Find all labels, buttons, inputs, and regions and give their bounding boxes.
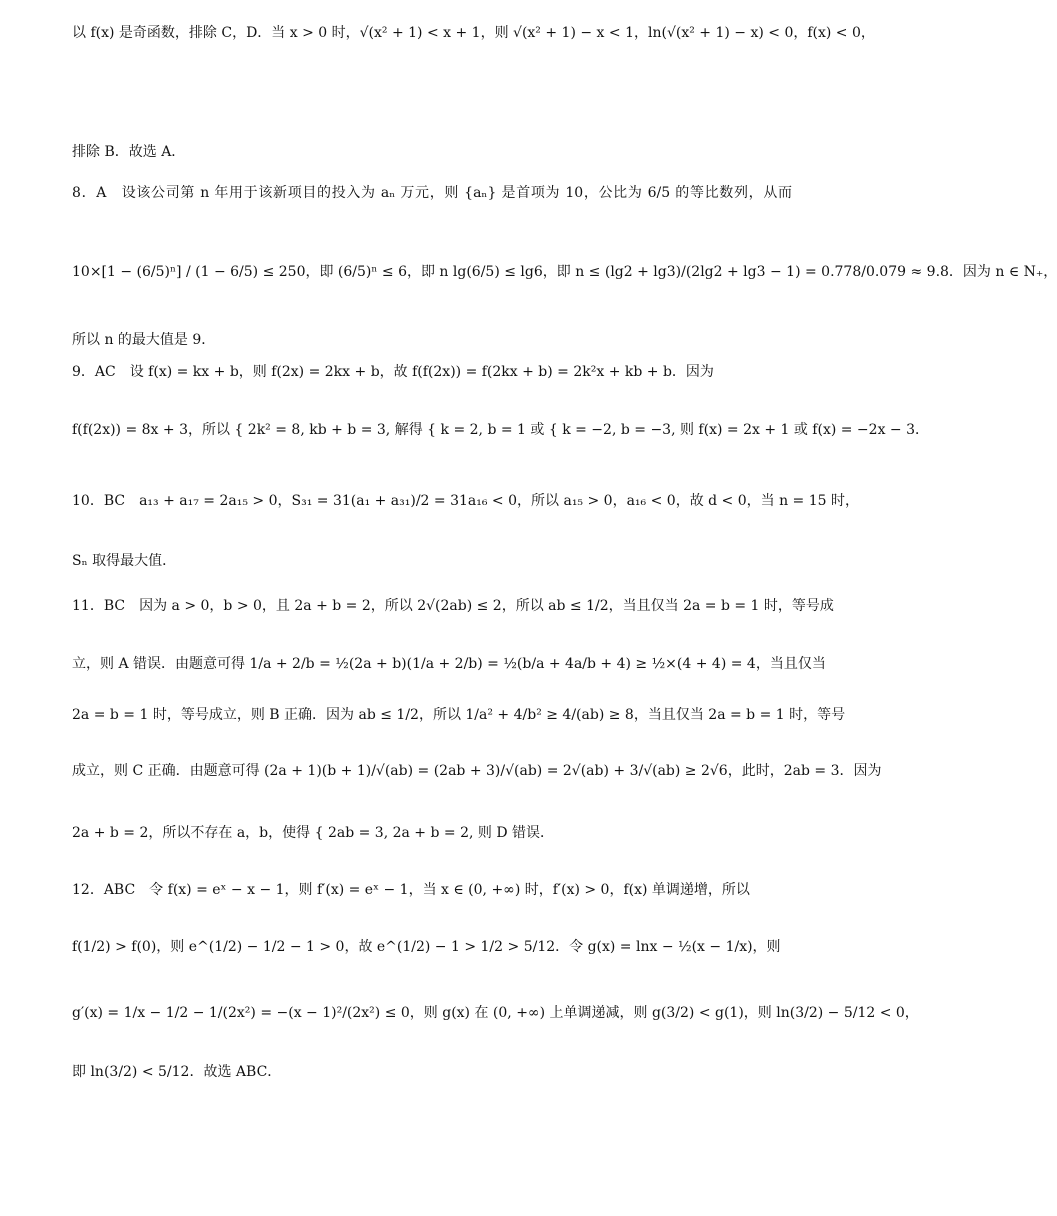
formula-line: g′(x) = 1/x − 1/2 − 1/(2x²) = −(x − 1)²/(2x²) ≤ 0，则 g(x) 在 (0, +∞) 上单调递减，则 g(3/2) < g(1)，则 ln(3/2) − 5/12 < 0， — [72, 1005, 919, 1021]
formula-line: f(f(2x)) = 8x + 3，所以 { 2k² = 8, kb + b = 3, 解得 { k = 2, b = 1 或 { k = −2, b = −3, 则 f(x) = 2x + 1 或 f(x) = −2x − 3． — [72, 422, 930, 438]
text-line: 2a + b = 2，所以不存在 a，b，使得 { 2ab = 3, 2a + b = 2, 则 D 错误． — [72, 825, 555, 841]
text-line: Sₙ 取得最大值． — [72, 553, 177, 569]
text-line: 9．AC 设 f(x) = kx + b，则 f(2x) = 2kx + b，故 f(f(2x)) = f(2kx + b) = 2k²x + kb + b．因为 — [72, 364, 714, 380]
formula-line: 10×[1 − (6/5)ⁿ] / (1 − 6/5) ≤ 250，即 (6/5)ⁿ ≤ 6，即 n lg(6/5) ≤ lg6，即 n ≤ (lg2 + lg3)/(2lg2 + lg3 − 1) = 0.778/0.079 ≈ 9.8．因为 n ∈ N₊， — [72, 264, 1057, 280]
text-line: 所以 n 的最大值是 9． — [72, 332, 216, 348]
formula-line: 成立，则 C 正确．由题意可得 (2a + 1)(b + 1)/√(ab) = (2ab + 3)/√(ab) = 2√(ab) + 3/√(ab) ≥ 2√6，此时，2ab = 3．因为 — [72, 763, 882, 779]
text-line: 10．BC a₁₃ + a₁₇ = 2a₁₅ > 0，S₃₁ = 31(a₁ + a₃₁)/2 = 31a₁₆ < 0，所以 a₁₅ > 0，a₁₆ < 0，故 d < 0，当 n = 15 时， — [72, 493, 860, 509]
text-line: 11．BC 因为 a > 0，b > 0，且 2a + b = 2，所以 2√(2ab) ≤ 2，所以 ab ≤ 1/2，当且仅当 2a = b = 1 时，等号成 — [72, 598, 834, 614]
formula-line: 2a = b = 1 时，等号成立，则 B 正确．因为 ab ≤ 1/2，所以 1/a² + 4/b² ≥ 4/(ab) ≥ 8，当且仅当 2a = b = 1 时，等号 — [72, 707, 846, 723]
text-line: 排除 B．故选 A． — [72, 144, 186, 160]
text-line: 12．ABC 令 f(x) = eˣ − x − 1，则 f′(x) = eˣ − 1，当 x ∈ (0, +∞) 时，f′(x) > 0，f(x) 单调递增，所以 — [72, 882, 750, 898]
text-line: 以 f(x) 是奇函数，排除 C，D．当 x > 0 时，√(x² + 1) < x + 1，则 √(x² + 1) − x < 1，ln(√(x² + 1) − x) < 0，f(x) < 0， — [72, 25, 875, 41]
text-line: 即 ln(3/2) < 5/12．故选 ABC． — [72, 1064, 282, 1080]
formula-line: f(1/2) > f(0)，则 e^(1/2) − 1/2 − 1 > 0，故 e^(1/2) − 1 > 1/2 > 5/12．令 g(x) = lnx − ½(x − 1/x)，则 — [72, 939, 781, 955]
text-line: 8．A 设该公司第 n 年用于该新项目的投入为 aₙ 万元，则 {aₙ} 是首项为 10，公比为 6/5 的等比数列，从而 — [72, 185, 792, 201]
formula-line: 立，则 A 错误．由题意可得 1/a + 2/b = ½(2a + b)(1/a + 2/b) = ½(b/a + 4a/b + 4) ≥ ½×(4 + 4) = 4，当且仅当 — [72, 656, 826, 672]
